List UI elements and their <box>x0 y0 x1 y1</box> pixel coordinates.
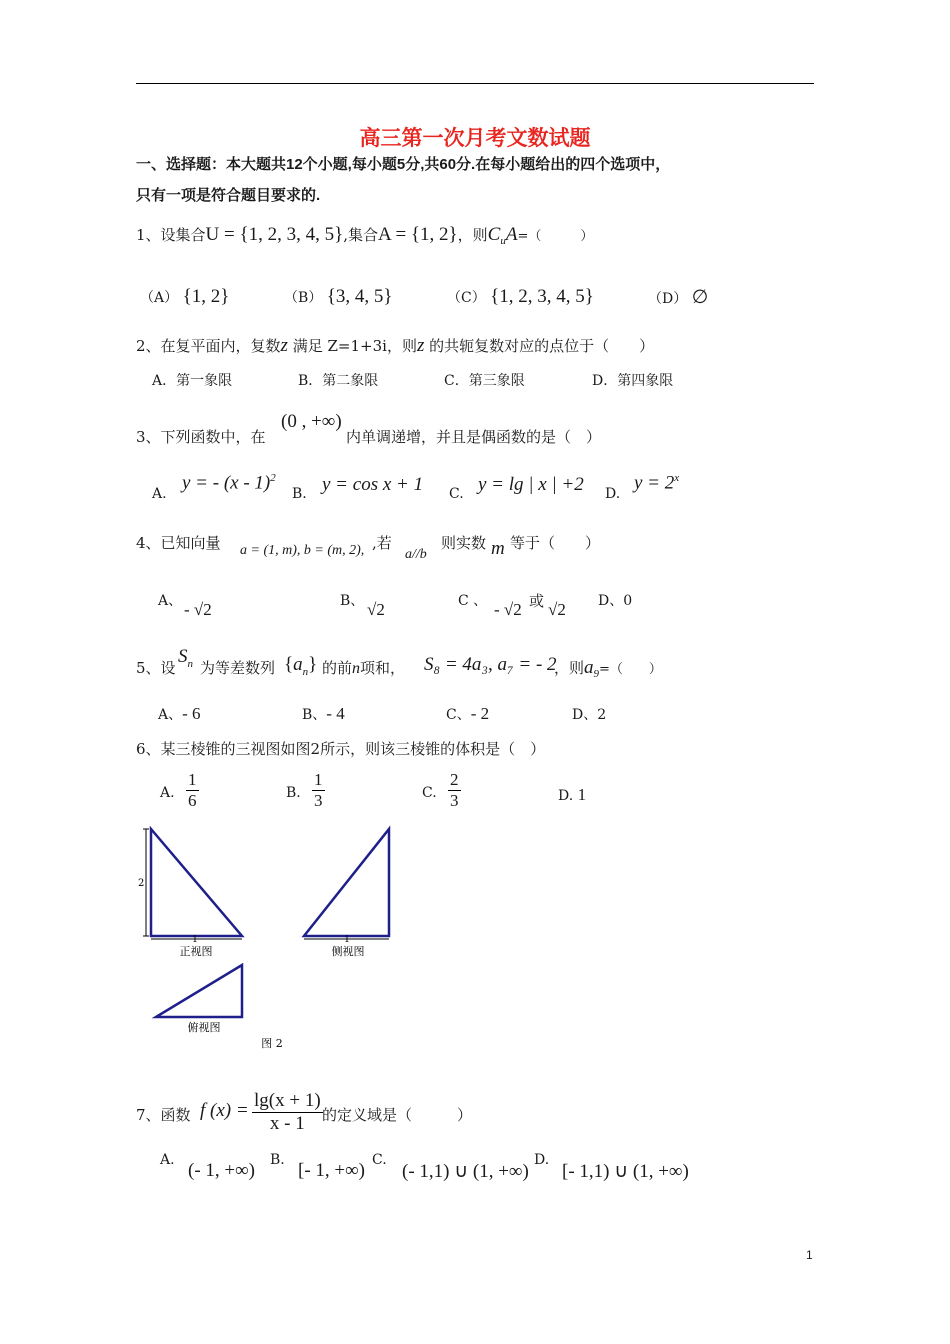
q5-sequence: $\{a_n\}$ <box>284 654 318 678</box>
q2-text-b: 满足 Z=1+3i，则 <box>292 337 417 355</box>
q4-prompt-c: 则实数 <box>441 534 487 552</box>
q5-option-c-label: C、 <box>446 707 471 723</box>
q3-option-a-value <box>182 472 276 494</box>
q3-option-b-value: y = cos x + 1 <box>322 474 424 495</box>
q5-text-e: ，则 <box>554 659 585 677</box>
q6-option-a-label: A. <box>160 785 175 801</box>
front-view-caption: 正视图 <box>179 945 213 958</box>
q6-option-c-fraction <box>448 770 461 811</box>
q1-option-b <box>284 286 393 308</box>
q1-set-a: A = {1, 2} <box>378 224 458 245</box>
q1-option-d-value: ∅ <box>691 287 709 308</box>
three-view-figure <box>136 820 416 1060</box>
q1-complement-c: C <box>487 224 501 245</box>
header-rule <box>136 83 814 84</box>
q5-sequence-sub: n <box>302 665 309 678</box>
q5-option-b-value: - 4 <box>326 704 345 723</box>
q1-option-c-value: {1, 2, 3, 4, 5} <box>490 286 594 307</box>
q1-option-c <box>447 286 594 308</box>
q2-option-d: D．第四象限 <box>592 373 674 389</box>
q5-prompt-e <box>554 657 662 680</box>
q5-option-b-label: B、 <box>302 707 327 723</box>
q7-option-a-label: A. <box>160 1152 175 1168</box>
q5-sum-sub: n <box>187 657 193 670</box>
q4-option-b-value: √2 <box>367 600 385 619</box>
front-height-label: 2 <box>138 878 145 889</box>
q6-option-b-label: B. <box>286 785 301 801</box>
q3-option-a-sup: 2 <box>270 472 276 484</box>
q3-option-d-value <box>634 472 679 494</box>
q7-option-c-value: (- 1,1) ∪ (1, +∞) <box>402 1161 529 1182</box>
q7-option-b-label: B. <box>270 1152 285 1168</box>
q7-prompt-b: 的定义域是（ ） <box>322 1106 473 1124</box>
q7-option-d-label: D. <box>534 1152 550 1168</box>
q5-option-b <box>302 704 345 724</box>
q7-prompt-a: 7、函数 <box>136 1106 191 1124</box>
side-width-label: 1 <box>344 935 350 945</box>
section-heading-line1: 一、选择题：本大题共12个小题,每小题5分,共60分.在每小题给出的四个选项中， <box>136 156 671 173</box>
q1-text-d: =（ ） <box>517 229 594 244</box>
q2-var-z2: z <box>416 335 425 356</box>
q3-option-a-label: A. <box>152 486 167 502</box>
q2-prompt <box>136 335 654 357</box>
q7-option-c-label: C. <box>372 1152 387 1168</box>
side-view-caption: 侧视图 <box>331 945 365 958</box>
q6-option-c-den: 3 <box>450 791 459 810</box>
q5-option-c <box>446 704 489 724</box>
q6-option-d-label: D. <box>558 788 574 804</box>
q6-option-a-num: 1 <box>188 770 197 789</box>
q4-option-c-or: 或 <box>529 592 545 610</box>
q5-text-d: 项和， <box>360 659 406 677</box>
q1-text-b: ,集合 <box>343 226 379 244</box>
q3-option-c-label: C. <box>449 486 464 502</box>
side-view <box>304 829 389 958</box>
front-width-label: 1 <box>192 935 198 945</box>
q6-option-a-den: 6 <box>188 791 197 810</box>
q3-option-d-expr: y = 2 <box>634 472 675 494</box>
q3-option-d-sup: x <box>674 472 680 484</box>
q4-parallel: a//b <box>405 547 427 562</box>
q3-interval: (0 , +∞) <box>281 411 342 432</box>
q7-lhs: f (x) = <box>200 1100 249 1121</box>
front-view <box>138 829 242 958</box>
q4-option-a-value: - √2 <box>184 600 212 619</box>
q4-option-c-label: C 、 <box>458 593 488 609</box>
q2-option-b: B．第二象限 <box>298 373 379 389</box>
q5-option-c-value: - 2 <box>470 704 490 723</box>
q4-prompt-a: 4、已知向量 <box>136 534 221 552</box>
q3-prompt-b: 内单调递增，并且是偶函数的是（ ） <box>346 428 602 446</box>
q1-set-u: U = {1, 2, 3, 4, 5} <box>205 224 344 245</box>
q1-option-d <box>648 286 708 309</box>
q5-option-a <box>158 704 201 724</box>
q4-vectors: a = (1, m), b = (m, 2), <box>240 543 365 558</box>
q6-option-c-label: C. <box>422 785 437 801</box>
q4-option-b-label: B、 <box>340 593 365 609</box>
q2-text-a: 2、在复平面内，复数 <box>136 337 281 355</box>
q1-option-a <box>140 286 229 308</box>
q2-var-z: z <box>280 335 288 356</box>
q6-option-a-fraction <box>186 770 199 811</box>
q5-sum <box>178 646 193 670</box>
section-heading-line2: 只有一项是符合题目要求的. <box>136 187 321 204</box>
q5-prompt-b: 为等差数列 <box>200 659 276 677</box>
q7-option-b-value: [- 1, +∞) <box>298 1160 365 1181</box>
q1-option-b-value: {3, 4, 5} <box>326 286 393 307</box>
q2-text-c: 的共轭复数对应的点位于（ ） <box>429 337 655 355</box>
q1-complement-sub: u <box>500 235 506 247</box>
q5-ask-a: a <box>584 657 594 678</box>
q1-option-d-label: （D） <box>648 291 688 307</box>
q2-option-c: C．第三象限 <box>444 373 525 389</box>
q1-option-c-label: （C） <box>447 290 486 306</box>
q4-prompt-d: 等于（ ） <box>510 534 601 552</box>
q3-option-c-value: y = lg | x | +2 <box>478 474 584 495</box>
q1-option-a-value: {1, 2} <box>182 286 230 307</box>
q4-prompt-b: ,若 <box>372 534 392 552</box>
q6-option-b-num: 1 <box>314 770 323 789</box>
q5-option-d: D、2 <box>572 707 607 723</box>
q3-prompt-a: 3、下列函数中，在 <box>136 428 266 446</box>
side-view-triangle <box>304 829 389 936</box>
figure-caption: 图 2 <box>261 1037 283 1050</box>
q5-text-c: 的前 <box>322 659 353 677</box>
top-view-caption: 俯视图 <box>187 1021 221 1034</box>
top-view <box>156 965 283 1050</box>
q3-option-a-expr: y = - (x - 1) <box>182 472 271 494</box>
front-view-triangle <box>151 829 242 936</box>
q6-prompt: 6、某三棱锥的三视图如图2所示，则该三棱锥的体积是（ ） <box>136 740 546 758</box>
q5-sum-s: S <box>178 646 188 667</box>
q7-option-d-value: [- 1,1) ∪ (1, +∞) <box>562 1161 689 1182</box>
q7-numerator: lg(x + 1) <box>254 1090 321 1111</box>
page-number: 1 <box>806 1248 813 1262</box>
q6-option-c-num: 2 <box>450 770 459 789</box>
q4-var-m: m <box>491 538 505 559</box>
q7-option-a-value: (- 1, +∞) <box>188 1160 255 1181</box>
q1-prompt <box>136 224 593 247</box>
q1-text-c: ，则 <box>457 226 488 244</box>
q3-option-d-label: D. <box>605 486 621 502</box>
q5-text-f: =（ ） <box>599 662 662 677</box>
q7-fraction <box>252 1090 323 1135</box>
q6-option-b-fraction <box>312 770 325 811</box>
q4-option-c-value: - √2 <box>494 600 522 619</box>
q5-prompt-a: 5、设 <box>136 659 176 677</box>
q1-complement-a: A <box>505 224 518 245</box>
q5-var-n: n <box>352 660 361 677</box>
page-title: 高三第一次月考文数试题 <box>359 127 591 150</box>
q7-denominator: x - 1 <box>269 1113 305 1134</box>
q6-option-d-value: 1 <box>577 785 587 804</box>
top-view-triangle <box>156 965 242 1017</box>
q5-condition: S₈ = 4a₃, a₇ = - 2 <box>424 654 557 675</box>
q5-option-a-value: - 6 <box>182 704 201 723</box>
q1-text-a: 1、设集合 <box>136 226 206 244</box>
q6-option-d <box>558 785 586 805</box>
q3-option-b-label: B. <box>292 486 307 502</box>
q4-option-a-label: A、 <box>158 593 183 609</box>
q1-option-a-label: （A） <box>140 290 179 306</box>
q4-option-d: D、0 <box>598 593 633 609</box>
q1-option-b-label: （B） <box>284 290 323 306</box>
q5-ask-sub: 9 <box>593 668 600 680</box>
q5-prompt-c <box>322 657 405 678</box>
q6-option-b-den: 3 <box>314 791 323 810</box>
q2-option-a: A．第一象限 <box>152 373 233 389</box>
q4-option-c-value2: √2 <box>548 600 566 619</box>
q5-option-a-label: A、 <box>158 707 183 723</box>
q5-sequence-a: a <box>293 654 303 675</box>
